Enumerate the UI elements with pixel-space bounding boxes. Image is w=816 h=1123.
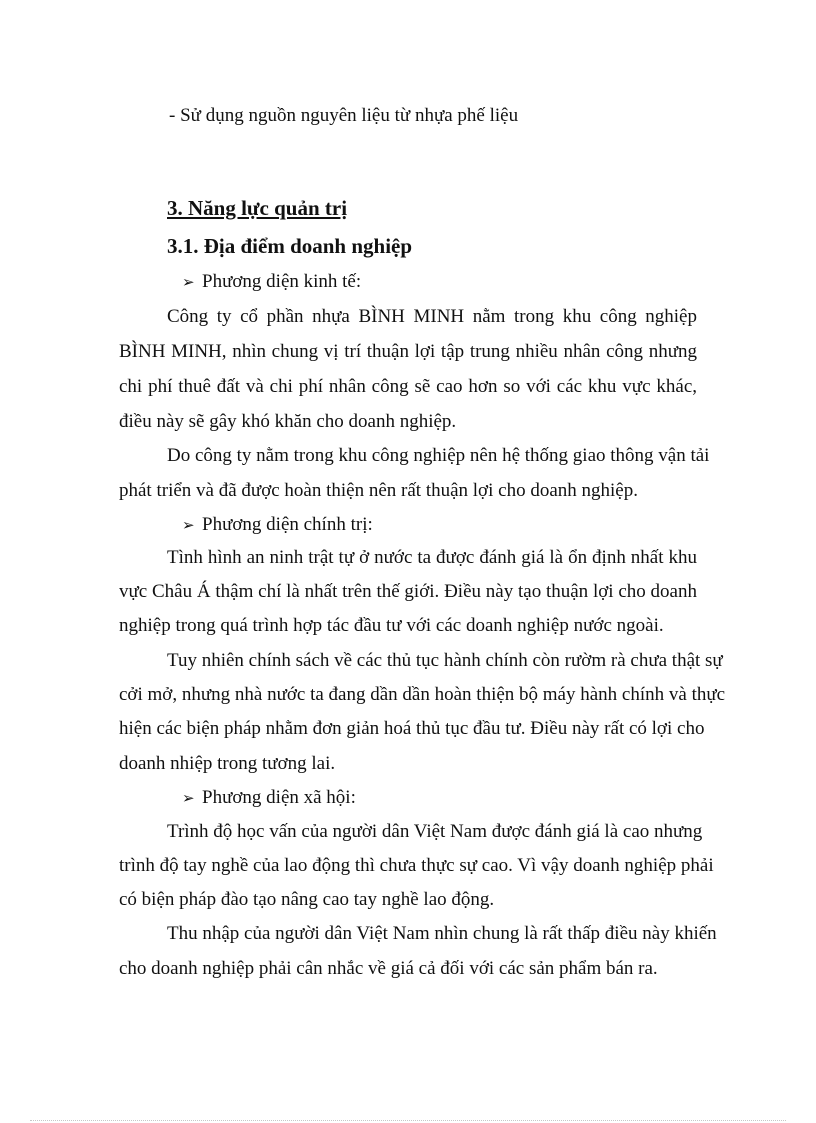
paragraph-line: Tuy nhiên chính sách về các thủ tục hành chính còn rườm rà chưa thật sự [167,650,723,671]
arrow-bullet-icon: ➢ [182,275,195,291]
paragraph-line: doanh nhiệp trong tương lai. [119,753,336,774]
paragraph-line: Thu nhập của người dân Việt Nam nhìn chung là rất thấp điều này khiến [167,923,717,944]
paragraph-line: có biện pháp đào tạo nâng cao tay nghề lao động. [119,889,495,910]
arrow-bullet-icon: ➢ [182,791,195,807]
paragraph-line: BÌNH MINH, nhìn chung vị trí thuận lợi tập trung nhiều nhân công nhưng [119,341,697,362]
paragraph-line: điều này sẽ gây khó khăn cho doanh nghiệp. [119,411,457,432]
paragraph-line: nghiệp trong quá trình hợp tác đầu tư với các doanh nghiệp nước ngoài. [119,615,664,636]
paragraph-line: hiện các biện pháp nhằm đơn giản hoá thủ tục đầu tư. Điều này rất có lợi cho [119,718,705,739]
paragraph-line: cho doanh nghiệp phải cân nhắc về giá cả đối với các sản phẩm bán ra. [119,958,658,979]
bullet-social [182,786,356,811]
paragraph-line: chi phí thuê đất và chi phí nhân công sẽ cao hơn so với các khu vực khác, [119,376,697,397]
bullet-political [182,513,373,538]
bullet-label: Phương diện xã hội: [202,787,356,808]
bullet-economic [182,270,361,295]
bullet-label: Phương diện chính trị: [202,514,373,535]
paragraph-line: vực Châu Á thậm chí là nhất trên thế giới. Điều này tạo thuận lợi cho doanh [119,581,697,602]
paragraph-line: Công ty cổ phần nhựa BÌNH MINH nằm trong khu công nghiệp [167,306,697,327]
paragraph-line: trình độ tay nghề của lao động thì chưa thực sự cao. Vì vậy doanh nghiệp phải [119,855,714,876]
list-item-recycled-material: - Sử dụng nguồn nguyên liệu từ nhựa phế liệu [169,105,519,126]
bullet-label: Phương diện kinh tế: [202,271,362,292]
paragraph-line: cởi mở, nhưng nhà nước ta đang dần dần hoàn thiện bộ máy hành chính và thực [119,684,726,705]
paragraph-line: Tình hình an ninh trật tự ở nước ta được đánh giá là ổn định nhất khu [167,547,697,568]
heading-business-location: 3.1. Địa điểm doanh nghiệp [167,234,413,258]
paragraph-line: phát triển và đã được hoàn thiện nên rất thuận lợi cho doanh nghiệp. [119,480,638,501]
arrow-bullet-icon: ➢ [182,518,195,534]
heading-management-capacity: 3. Năng lực quản trị [167,196,348,220]
paragraph-line: Do công ty nằm trong khu công nghiệp nên hệ thống giao thông vận tải [167,445,710,466]
paragraph-line: Trình độ học vấn của người dân Việt Nam được đánh giá là cao nhưng [167,821,703,842]
page-bottom-divider [30,1120,786,1121]
